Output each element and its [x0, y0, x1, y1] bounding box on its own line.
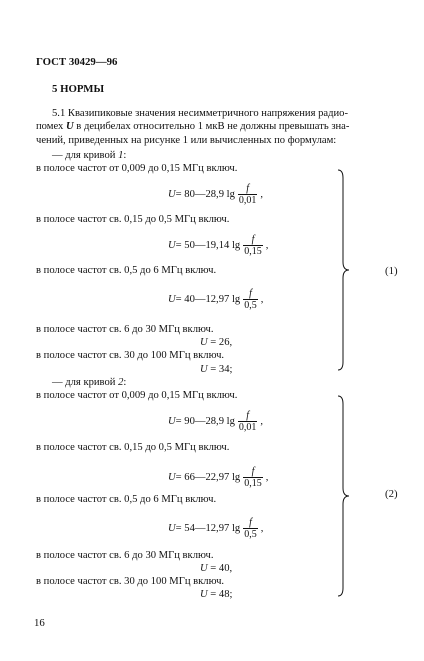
symbol-u: U	[65, 121, 74, 133]
paragraph-line-1: 5.1 Квазипиковые значения несимметричного напряжения радио-	[52, 108, 348, 119]
curve1-band1: в полосе частот от 0,009 до 0,15 МГц включ.	[36, 163, 238, 174]
curve2-brace	[336, 394, 354, 598]
paragraph-line-2-start: помех	[36, 121, 64, 133]
fraction-denominator: 0,5	[244, 300, 257, 311]
formula-fraction	[243, 466, 263, 489]
intro-paragraph	[36, 107, 402, 147]
formula-fraction	[238, 183, 258, 206]
curve2-formula1	[168, 410, 263, 433]
fraction-numerator: f	[246, 410, 250, 421]
fraction-denominator: 0,5	[244, 529, 257, 540]
formula-body: = 40—12,97 lg	[175, 294, 241, 305]
curve1-band5: в полосе частот св. 30 до 100 МГц включ.	[36, 350, 225, 361]
curve2-formula5	[200, 589, 232, 600]
fraction-numerator: f	[249, 288, 252, 299]
curve1-formula1	[168, 183, 263, 206]
formula-lhs: U	[168, 416, 176, 427]
curve2-formula2	[168, 466, 268, 489]
formula-lhs: U	[200, 563, 208, 574]
formula-tail: ,	[260, 416, 264, 427]
equation-number-2: (2)	[385, 488, 398, 500]
fraction-denominator: 0,01	[238, 195, 257, 206]
curve2-label-suffix: :	[123, 377, 127, 388]
curve1-band3: в полосе частот св. 0,5 до 6 МГц включ.	[36, 265, 217, 276]
curve2-band1: в полосе частот от 0,009 до 0,15 МГц включ.	[36, 390, 238, 401]
formula-body: = 48;	[207, 589, 233, 600]
curve2-formula3	[168, 517, 263, 540]
curve2-label-prefix: — для кривой	[52, 377, 116, 388]
formula-lhs: U	[200, 364, 208, 375]
curve2-label-num: 2	[118, 377, 124, 388]
formula-body: = 34;	[207, 364, 233, 375]
document-code: ГОСТ 30429—96	[36, 56, 118, 68]
fraction-numerator: f	[246, 183, 250, 194]
formula-tail: ,	[260, 189, 264, 200]
formula-body: = 50—19,14 lg	[175, 240, 241, 251]
formula-fraction	[243, 234, 263, 257]
formula-lhs: U	[168, 240, 176, 251]
section-title: 5 НОРМЫ	[52, 83, 105, 95]
fraction-numerator: f	[251, 234, 255, 245]
formula-body: = 66—22,97 lg	[175, 472, 241, 483]
curve2-formula4	[200, 563, 232, 574]
paragraph-line-2	[36, 120, 402, 133]
formula-body: = 90—28,9 lg	[175, 416, 235, 427]
formula-tail: ,	[265, 472, 269, 483]
curve1-formula2	[168, 234, 268, 257]
formula-lhs: U	[168, 294, 176, 305]
formula-lhs: U	[200, 337, 208, 348]
fraction-denominator: 0,01	[238, 422, 257, 433]
curve2-band4: в полосе частот св. 6 до 30 МГц включ.	[36, 550, 214, 561]
curve1-formula3	[168, 288, 263, 311]
formula-body: = 40,	[207, 563, 233, 574]
formula-body: = 54—12,97 lg	[175, 523, 241, 534]
formula-lhs: U	[168, 472, 176, 483]
fraction-denominator: 0,15	[244, 478, 262, 489]
formula-body: = 80—28,9 lg	[175, 189, 235, 200]
formula-tail: ,	[265, 240, 269, 251]
formula-lhs: U	[168, 523, 176, 534]
fraction-numerator: f	[249, 517, 252, 528]
curve2-band2: в полосе частот св. 0,15 до 0,5 МГц включ.	[36, 442, 230, 453]
paragraph-line-2-end: в децибелах относительно 1 мкВ не должны превышать зна-	[76, 121, 350, 133]
curve2-band5: в полосе частот св. 30 до 100 МГц включ.	[36, 576, 225, 587]
equation-number-1: (1)	[385, 265, 398, 277]
curve1-formula5	[200, 364, 232, 375]
curve2-band3: в полосе частот св. 0,5 до 6 МГц включ.	[36, 494, 217, 505]
formula-tail: ,	[260, 294, 264, 305]
fraction-numerator: f	[251, 466, 255, 477]
curve1-label-prefix: — для кривой	[52, 150, 116, 161]
paragraph-line-3: чений, приведенных на рисунке 1 или вычисленных по формулам:	[36, 134, 337, 146]
curve1-brace	[336, 168, 354, 372]
page-number: 16	[34, 617, 45, 629]
formula-fraction	[243, 517, 258, 540]
formula-lhs: U	[168, 189, 176, 200]
curve1-band2: в полосе частот св. 0,15 до 0,5 МГц включ.	[36, 214, 230, 225]
curve1-formula4	[200, 337, 232, 348]
curve1-label-suffix: :	[123, 150, 127, 161]
curve1-band4: в полосе частот св. 6 до 30 МГц включ.	[36, 324, 214, 335]
formula-fraction	[238, 410, 258, 433]
formula-fraction	[243, 288, 258, 311]
curve1-label	[52, 150, 126, 161]
curve2-label	[52, 377, 126, 388]
formula-body: = 26,	[207, 337, 233, 348]
curve1-label-num: 1	[118, 150, 124, 161]
formula-tail: ,	[260, 523, 264, 534]
formula-lhs: U	[200, 589, 208, 600]
fraction-denominator: 0,15	[244, 246, 262, 257]
